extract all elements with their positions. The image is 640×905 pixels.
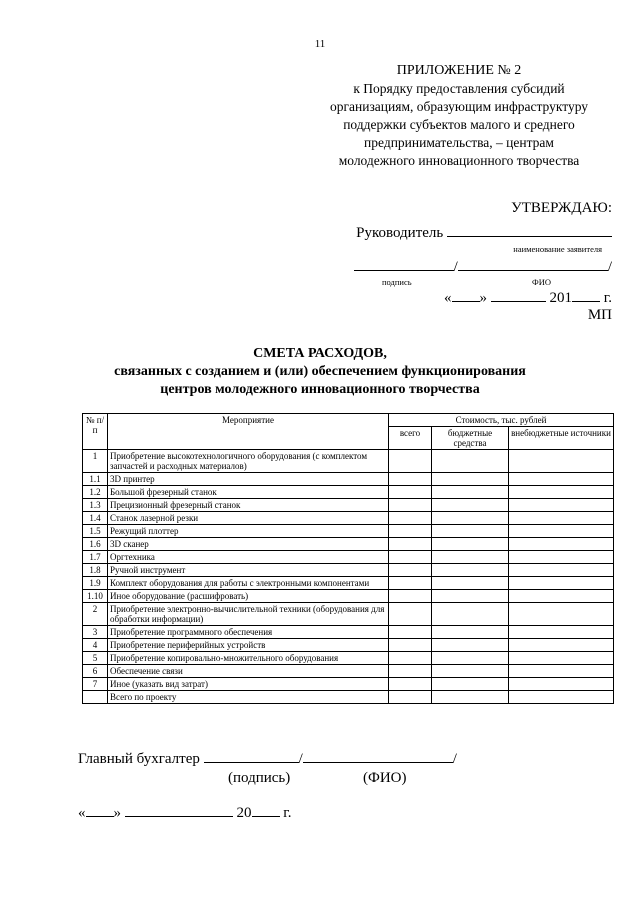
day-line[interactable] [452,289,480,302]
signature-caption: подпись [382,277,412,287]
year-line[interactable] [572,289,600,302]
annex-line: молодежного инновационного творчества [338,153,580,168]
document-title [0,345,640,399]
row-total-cell[interactable] [389,603,432,626]
row-extra-cell[interactable] [509,691,614,704]
table-row [83,486,614,499]
table-row [83,691,614,704]
header-activity: Мероприятие [108,414,389,450]
table-row [83,512,614,525]
accountant-year-line[interactable] [252,804,280,817]
row-extra-cell[interactable] [509,564,614,577]
row-budget-cell[interactable] [432,652,509,665]
row-total-cell[interactable] [389,512,432,525]
month-line[interactable] [491,289,546,302]
row-extra-cell[interactable] [509,678,614,691]
row-activity: 3D сканер [108,538,389,551]
title-line: связанных с созданием и (или) обеспечением функционирования [114,364,526,379]
row-activity: Большой фрезерный станок [108,486,389,499]
approval-heading: УТВЕРЖДАЮ: [511,200,612,216]
row-budget-cell[interactable] [432,486,509,499]
row-activity: Приобретение программного обеспечения [108,626,389,639]
row-number: 6 [83,665,108,678]
expense-table [82,413,614,704]
row-number: 1.7 [83,551,108,564]
row-activity: Приобретение электронно-вычислительной техники (оборудования для обработки информации) [108,603,389,626]
row-extra-cell[interactable] [509,499,614,512]
approval-block [352,200,612,324]
row-extra-cell[interactable] [509,639,614,652]
row-activity: Станок лазерной резки [108,512,389,525]
table-row [83,538,614,551]
signature-line[interactable] [354,258,454,271]
row-activity: Прецизионный фрезерный станок [108,499,389,512]
applicant-caption: наименование заявителя [513,244,602,254]
approval-date-row: « » 201 г. [444,290,612,306]
row-total-cell[interactable] [389,564,432,577]
row-extra-cell[interactable] [509,450,614,473]
table-row [83,652,614,665]
header-cost: Стоимость, тыс. рублей [389,414,614,427]
row-extra-cell[interactable] [509,665,614,678]
row-number: 1.9 [83,577,108,590]
table-row [83,473,614,486]
head-label: Руководитель [356,225,444,241]
row-total-cell[interactable] [389,486,432,499]
row-total-cell[interactable] [389,525,432,538]
fio-caption: ФИО [532,277,551,287]
row-total-cell[interactable] [389,665,432,678]
row-budget-cell[interactable] [432,538,509,551]
table-row [83,499,614,512]
annex-line: предпринимательства, – центрам [364,135,554,150]
row-extra-cell[interactable] [509,590,614,603]
title-line: центров молодежного инновационного творчества [160,382,480,397]
row-budget-cell[interactable] [432,450,509,473]
row-budget-cell[interactable] [432,564,509,577]
row-total-cell[interactable] [389,577,432,590]
annex-line: поддержки субъектов малого и среднего [343,117,575,132]
row-total-cell[interactable] [389,590,432,603]
title-line: СМЕТА РАСХОДОВ, [253,346,387,361]
table-row [83,665,614,678]
row-total-cell[interactable] [389,450,432,473]
row-total-cell[interactable] [389,499,432,512]
row-total-cell[interactable] [389,652,432,665]
row-number: 1.8 [83,564,108,577]
row-total-cell[interactable] [389,639,432,652]
applicant-name-line[interactable] [447,224,612,237]
row-extra-cell[interactable] [509,512,614,525]
fio-line[interactable] [458,258,608,271]
row-budget-cell[interactable] [432,551,509,564]
row-number: 1.2 [83,486,108,499]
row-number: 5 [83,652,108,665]
row-budget-cell[interactable] [432,639,509,652]
row-activity: Обеспечение связи [108,665,389,678]
header-budget: бюджетные средства [432,427,509,450]
row-activity: Иное оборудование (расшифровать) [108,590,389,603]
table-row [83,525,614,538]
accountant-date-row: « » 20 г. [78,805,292,821]
accountant-signature-caption: (подпись) [228,770,291,786]
row-activity: Приобретение высокотехнологичного оборудования (с комплектом запчастей и расходных материалов) [108,450,389,473]
row-activity: Всего по проекту [108,691,389,704]
row-budget-cell[interactable] [432,665,509,678]
row-number: 1.10 [83,590,108,603]
row-total-cell[interactable] [389,551,432,564]
row-total-cell[interactable] [389,538,432,551]
row-number: 1.1 [83,473,108,486]
row-activity: Ручной инструмент [108,564,389,577]
row-activity: Приобретение копировально-множительного оборудования [108,652,389,665]
row-number [83,691,108,704]
row-extra-cell[interactable] [509,577,614,590]
accountant-fio-line[interactable] [303,750,453,763]
row-activity: Комплект оборудования для работы с электронными компонентами [108,577,389,590]
row-number: 1.3 [83,499,108,512]
row-extra-cell[interactable] [509,652,614,665]
row-activity: 3D принтер [108,473,389,486]
row-budget-cell[interactable] [432,678,509,691]
annex-block [300,62,618,170]
row-number: 4 [83,639,108,652]
row-extra-cell[interactable] [509,473,614,486]
accountant-day-line[interactable] [86,804,114,817]
header-num: № п/п [83,414,108,450]
row-budget-cell[interactable] [432,499,509,512]
table-row [83,603,614,626]
row-activity: Оргтехника [108,551,389,564]
table-row [83,678,614,691]
row-total-cell[interactable] [389,678,432,691]
signature-row: / / [352,258,612,276]
row-extra-cell[interactable] [509,538,614,551]
row-number: 3 [83,626,108,639]
table-row [83,577,614,590]
row-activity: Режущий плоттер [108,525,389,538]
table-row [83,450,614,473]
stamp-label: МП [587,307,612,323]
row-budget-cell[interactable] [432,577,509,590]
header-extra: внебюджетные источники [509,427,614,450]
head-row [352,224,612,242]
table-row [83,551,614,564]
row-budget-cell[interactable] [432,590,509,603]
chief-accountant-label: Главный бухгалтер [78,751,200,767]
row-number: 7 [83,678,108,691]
row-total-cell[interactable] [389,626,432,639]
accountant-signature-line[interactable] [204,750,299,763]
header-total: всего [389,427,432,450]
annex-line: организациям, образующим инфраструктуру [329,99,589,114]
row-activity: Иное (указать вид затрат) [108,678,389,691]
row-activity: Приобретение периферийных устройств [108,639,389,652]
table-row [83,564,614,577]
row-extra-cell[interactable] [509,486,614,499]
row-number: 1.4 [83,512,108,525]
row-budget-cell[interactable] [432,512,509,525]
table-row [83,639,614,652]
row-extra-cell[interactable] [509,603,614,626]
row-extra-cell[interactable] [509,525,614,538]
row-total-cell[interactable] [389,691,432,704]
page-number: 11 [314,38,326,50]
row-total-cell[interactable] [389,473,432,486]
row-budget-cell[interactable] [432,626,509,639]
accountant-fio-caption: (ФИО) [363,770,407,786]
row-budget-cell[interactable] [432,603,509,626]
row-number: 1.5 [83,525,108,538]
annex-heading: ПРИЛОЖЕНИЕ № 2 [396,63,522,78]
accountant-month-line[interactable] [125,804,233,817]
table-row [83,590,614,603]
row-budget-cell[interactable] [432,691,509,704]
row-extra-cell[interactable] [509,626,614,639]
table-row [83,626,614,639]
row-budget-cell[interactable] [432,525,509,538]
row-number: 1 [83,450,108,473]
row-extra-cell[interactable] [509,551,614,564]
row-budget-cell[interactable] [432,473,509,486]
row-number: 1.6 [83,538,108,551]
row-number: 2 [83,603,108,626]
chief-accountant-row: Главный бухгалтер / / [78,751,457,767]
annex-line: к Порядку предоставления субсидий [353,81,565,96]
